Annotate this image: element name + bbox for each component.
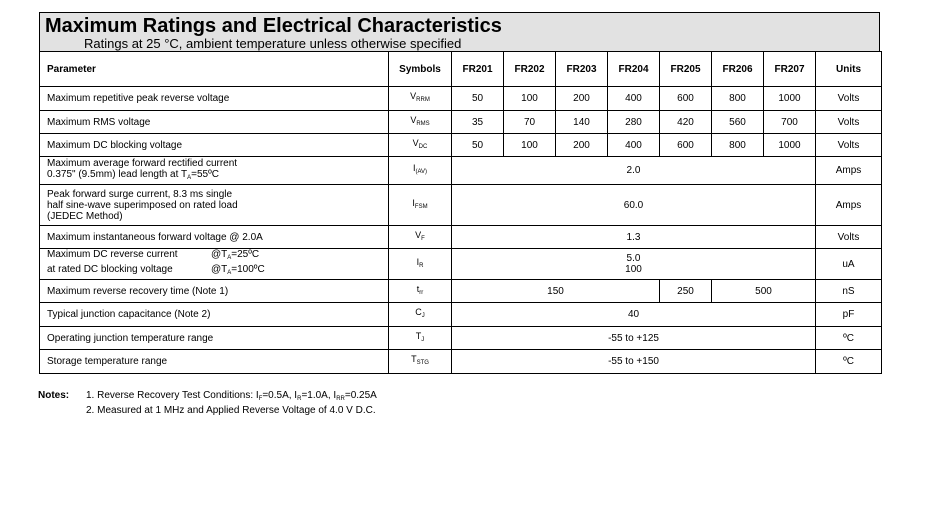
value-cell: 200 bbox=[556, 134, 608, 157]
value-cell: -55 to +125 bbox=[452, 327, 816, 350]
unit-cell: ºC bbox=[816, 350, 882, 374]
value-cell: 2.0 bbox=[452, 157, 816, 185]
value-cell: 600 bbox=[660, 87, 712, 111]
value-cell: 200 bbox=[556, 87, 608, 111]
value-cell: 800 bbox=[712, 87, 764, 111]
unit-cell: ºC bbox=[816, 327, 882, 350]
value-cell: -55 to +150 bbox=[452, 350, 816, 374]
value-cell: 35 bbox=[452, 111, 504, 134]
ratings-sheet bbox=[39, 12, 880, 374]
param-cell: Maximum RMS voltage bbox=[40, 111, 389, 134]
unit-cell: Amps bbox=[816, 185, 882, 226]
symbol-cell: $I_{(AV)}$ bbox=[389, 157, 452, 185]
value-cell: 420 bbox=[660, 111, 712, 134]
param-cell: Operating junction temperature range bbox=[40, 327, 389, 350]
value-cell: 1000 bbox=[764, 87, 816, 111]
col-header-part: FR207 bbox=[764, 52, 816, 87]
table-row-ir bbox=[40, 249, 882, 280]
value-cell: 70 bbox=[504, 111, 556, 134]
value-cell: 1000 bbox=[764, 134, 816, 157]
symbol-cell: $I_R$ bbox=[389, 249, 452, 280]
unit-cell: nS bbox=[816, 280, 882, 303]
note-1: 1. Reverse Recovery Test Conditions: $I_F=0.5A$, $I_R=1.0A$, $I_{RR}=0.25A$ bbox=[86, 390, 377, 402]
table-row-cj bbox=[40, 303, 882, 327]
col-header-parameter: Parameter bbox=[40, 52, 389, 87]
table-row-tstg bbox=[40, 350, 882, 374]
value-cell: 50 bbox=[452, 87, 504, 111]
page-title: Maximum Ratings and Electrical Characteristics bbox=[45, 15, 502, 37]
param-cell: Storage temperature range bbox=[40, 350, 389, 374]
symbol-cell: $V_{RRM}$ bbox=[389, 87, 452, 111]
symbol-cell: $C_J$ bbox=[389, 303, 452, 327]
table-row-ifsm bbox=[40, 185, 882, 226]
param-cell: Maximum instantaneous forward voltage @ 2.0A bbox=[40, 226, 389, 249]
value-cell: 150 bbox=[452, 280, 660, 303]
value-cell: 500 bbox=[712, 280, 816, 303]
param-cell: Typical junction capacitance (Note 2) bbox=[40, 303, 389, 327]
param-cell: Maximum repetitive peak reverse voltage bbox=[40, 87, 389, 111]
value-cell: 800 bbox=[712, 134, 764, 157]
value-cell: 1.3 bbox=[452, 226, 816, 249]
unit-cell: Volts bbox=[816, 226, 882, 249]
symbol-cell: $V_{RMS}$ bbox=[389, 111, 452, 134]
value-cell: 140 bbox=[556, 111, 608, 134]
unit-cell: Amps bbox=[816, 157, 882, 185]
col-header-part: FR202 bbox=[504, 52, 556, 87]
value-cell: 100 bbox=[504, 134, 556, 157]
table-row-vrrm bbox=[40, 87, 882, 111]
unit-cell: Volts bbox=[816, 134, 882, 157]
header-block bbox=[39, 12, 880, 51]
table-row-tj bbox=[40, 327, 882, 350]
unit-cell: pF bbox=[816, 303, 882, 327]
col-header-part: FR204 bbox=[608, 52, 660, 87]
param-cell: Peak forward surge current, 8.3 ms single half sine-wave superimposed on rated load (JEDEC Method) bbox=[40, 185, 389, 226]
value-cell: 400 bbox=[608, 87, 660, 111]
value-cell: 60.0 bbox=[452, 185, 816, 226]
param-cell: Maximum average forward rectified current 0.375" (9.5mm) lead length at $T_A=55ºC$ bbox=[40, 157, 389, 185]
param-cell: Maximum DC blocking voltage bbox=[40, 134, 389, 157]
table-row-iav bbox=[40, 157, 882, 185]
value-cell: 100 bbox=[504, 87, 556, 111]
ratings-table bbox=[39, 51, 882, 374]
table-row-vdc bbox=[40, 134, 882, 157]
value-cell: 250 bbox=[660, 280, 712, 303]
symbol-cell: $V_F$ bbox=[389, 226, 452, 249]
symbol-cell: $V_{DC}$ bbox=[389, 134, 452, 157]
page-subtitle: Ratings at 25 °C, ambient temperature unless otherwise specified bbox=[84, 36, 462, 51]
col-header-part: FR205 bbox=[660, 52, 712, 87]
col-header-part: FR206 bbox=[712, 52, 764, 87]
param-cell: Maximum reverse recovery time (Note 1) bbox=[40, 280, 389, 303]
value-cell: 700 bbox=[764, 111, 816, 134]
unit-cell: uA bbox=[816, 249, 882, 280]
value-cell: 50 bbox=[452, 134, 504, 157]
symbol-cell: $I_{FSM}$ bbox=[389, 185, 452, 226]
table-row-trr bbox=[40, 280, 882, 303]
col-header-part: FR203 bbox=[556, 52, 608, 87]
value-cell: 40 bbox=[452, 303, 816, 327]
value-cell: 400 bbox=[608, 134, 660, 157]
value-cell: 5.0 100 bbox=[452, 249, 816, 280]
symbol-cell: $T_J$ bbox=[389, 327, 452, 350]
unit-cell: Volts bbox=[816, 87, 882, 111]
value-cell: 560 bbox=[712, 111, 764, 134]
param-cell: Maximum DC reverse current $@T_A=25ºC$ at rated DC blocking voltage $@T_A=100ºC$ bbox=[40, 249, 389, 280]
notes-label: Notes: bbox=[38, 390, 70, 401]
table-header-row bbox=[40, 52, 882, 87]
value-cell: 600 bbox=[660, 134, 712, 157]
col-header-units: Units bbox=[816, 52, 882, 87]
value-cell: 280 bbox=[608, 111, 660, 134]
unit-cell: Volts bbox=[816, 111, 882, 134]
symbol-cell: $t_{rr}$ bbox=[389, 280, 452, 303]
col-header-symbols: Symbols bbox=[389, 52, 452, 87]
note-2: 2. Measured at 1 MHz and Applied Reverse Voltage of 4.0 V D.C. bbox=[86, 405, 376, 416]
symbol-cell: $T_{STG}$ bbox=[389, 350, 452, 374]
table-row-vrms bbox=[40, 111, 882, 134]
table-row-vf bbox=[40, 226, 882, 249]
col-header-part: FR201 bbox=[452, 52, 504, 87]
